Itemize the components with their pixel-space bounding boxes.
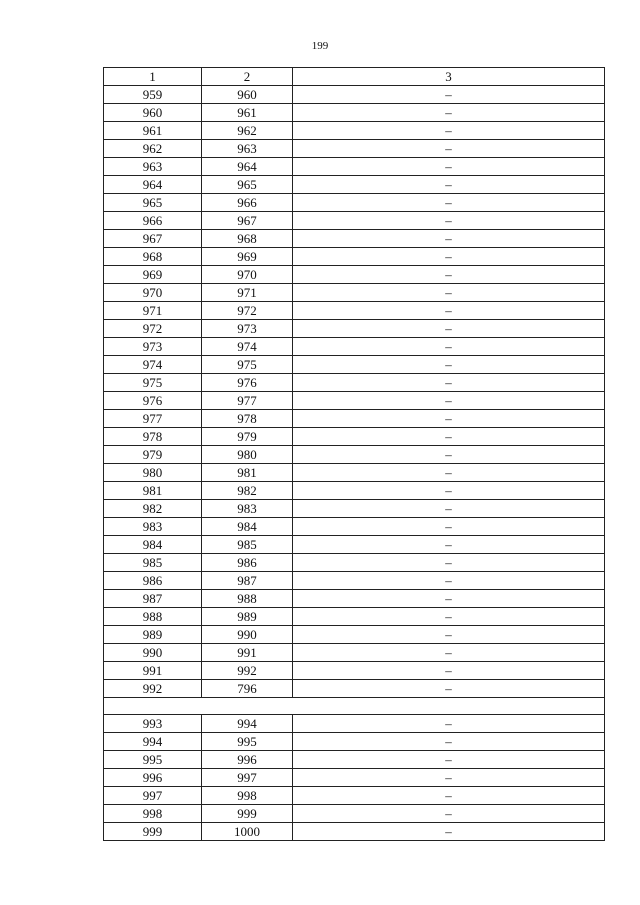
cell-col-3: –: [293, 590, 605, 608]
cell-col-2: 974: [202, 338, 293, 356]
cell-col-3: –: [293, 284, 605, 302]
cell-col-1: 991: [104, 662, 202, 680]
table-row: [104, 626, 605, 644]
cell-col-2: 994: [202, 715, 293, 733]
cell-col-2: 965: [202, 176, 293, 194]
cell-col-2: 975: [202, 356, 293, 374]
cell-col-1: 981: [104, 482, 202, 500]
table-row: [104, 194, 605, 212]
data-table: [103, 67, 605, 841]
cell-col-2: 977: [202, 392, 293, 410]
cell-col-2: 992: [202, 662, 293, 680]
cell-col-3: –: [293, 212, 605, 230]
cell-col-2: 1000: [202, 823, 293, 841]
cell-col-1: 992: [104, 680, 202, 698]
column-header-3: 3: [293, 68, 605, 86]
cell-col-3: –: [293, 733, 605, 751]
table-row: [104, 805, 605, 823]
cell-col-2: 985: [202, 536, 293, 554]
cell-col-3: –: [293, 823, 605, 841]
table-row: [104, 104, 605, 122]
cell-col-1: 984: [104, 536, 202, 554]
cell-col-3: –: [293, 248, 605, 266]
cell-col-3: –: [293, 320, 605, 338]
table-gap-cell: [104, 698, 605, 715]
cell-col-2: 986: [202, 554, 293, 572]
cell-col-1: 985: [104, 554, 202, 572]
cell-col-2: 988: [202, 590, 293, 608]
table-row: [104, 554, 605, 572]
cell-col-2: 962: [202, 122, 293, 140]
cell-col-3: –: [293, 158, 605, 176]
table-gap-row: [104, 698, 605, 715]
table-row: [104, 266, 605, 284]
table-row: [104, 715, 605, 733]
cell-col-2: 971: [202, 284, 293, 302]
cell-col-1: 978: [104, 428, 202, 446]
header-row: [104, 68, 605, 86]
cell-col-3: –: [293, 374, 605, 392]
cell-col-3: –: [293, 482, 605, 500]
cell-col-3: –: [293, 410, 605, 428]
table-row: [104, 176, 605, 194]
table-row: [104, 572, 605, 590]
cell-col-1: 996: [104, 769, 202, 787]
table-row: [104, 608, 605, 626]
cell-col-3: –: [293, 176, 605, 194]
cell-col-3: –: [293, 104, 605, 122]
table-row: [104, 428, 605, 446]
page-number: 199: [311, 40, 329, 52]
cell-col-2: 990: [202, 626, 293, 644]
cell-col-2: 961: [202, 104, 293, 122]
table-row: [104, 464, 605, 482]
cell-col-2: 964: [202, 158, 293, 176]
cell-col-1: 989: [104, 626, 202, 644]
cell-col-3: –: [293, 536, 605, 554]
cell-col-2: 981: [202, 464, 293, 482]
cell-col-1: 964: [104, 176, 202, 194]
cell-col-1: 979: [104, 446, 202, 464]
cell-col-2: 982: [202, 482, 293, 500]
cell-col-1: 972: [104, 320, 202, 338]
cell-col-1: 963: [104, 158, 202, 176]
table-row: [104, 769, 605, 787]
table-gap: [104, 698, 605, 715]
table-row: [104, 320, 605, 338]
cell-col-1: 962: [104, 140, 202, 158]
cell-col-3: –: [293, 194, 605, 212]
table-row: [104, 248, 605, 266]
cell-col-3: –: [293, 680, 605, 698]
table-row: [104, 500, 605, 518]
cell-col-1: 982: [104, 500, 202, 518]
table-row: [104, 446, 605, 464]
cell-col-1: 975: [104, 374, 202, 392]
table-row: [104, 410, 605, 428]
cell-col-3: –: [293, 805, 605, 823]
cell-col-3: –: [293, 392, 605, 410]
cell-col-2: 983: [202, 500, 293, 518]
table-row: [104, 338, 605, 356]
cell-col-1: 988: [104, 608, 202, 626]
cell-col-1: 980: [104, 464, 202, 482]
table-body-group-1: [104, 86, 605, 698]
table-row: [104, 751, 605, 769]
cell-col-3: –: [293, 662, 605, 680]
cell-col-3: –: [293, 769, 605, 787]
cell-col-2: 969: [202, 248, 293, 266]
table-row: [104, 122, 605, 140]
table-row: [104, 158, 605, 176]
cell-col-3: –: [293, 715, 605, 733]
cell-col-2: 978: [202, 410, 293, 428]
table-row: [104, 823, 605, 841]
cell-col-1: 970: [104, 284, 202, 302]
cell-col-1: 973: [104, 338, 202, 356]
cell-col-1: 966: [104, 212, 202, 230]
cell-col-2: 966: [202, 194, 293, 212]
cell-col-3: –: [293, 428, 605, 446]
cell-col-2: 973: [202, 320, 293, 338]
cell-col-2: 989: [202, 608, 293, 626]
cell-col-3: –: [293, 751, 605, 769]
cell-col-3: –: [293, 446, 605, 464]
table-row: [104, 518, 605, 536]
table-row: [104, 392, 605, 410]
cell-col-2: 998: [202, 787, 293, 805]
cell-col-2: 963: [202, 140, 293, 158]
column-header-2: 2: [202, 68, 293, 86]
cell-col-2: 987: [202, 572, 293, 590]
table-header: [104, 68, 605, 86]
table-row: [104, 140, 605, 158]
cell-col-3: –: [293, 140, 605, 158]
cell-col-2: 991: [202, 644, 293, 662]
cell-col-1: 983: [104, 518, 202, 536]
table-row: [104, 536, 605, 554]
cell-col-1: 987: [104, 590, 202, 608]
cell-col-1: 974: [104, 356, 202, 374]
cell-col-1: 967: [104, 230, 202, 248]
cell-col-1: 960: [104, 104, 202, 122]
table-row: [104, 590, 605, 608]
table-row: [104, 230, 605, 248]
cell-col-2: 960: [202, 86, 293, 104]
cell-col-3: –: [293, 230, 605, 248]
table-row: [104, 302, 605, 320]
table-row: [104, 212, 605, 230]
cell-col-2: 997: [202, 769, 293, 787]
cell-col-1: 998: [104, 805, 202, 823]
cell-col-2: 968: [202, 230, 293, 248]
cell-col-3: –: [293, 644, 605, 662]
table-row: [104, 680, 605, 698]
table-row: [104, 482, 605, 500]
cell-col-3: –: [293, 518, 605, 536]
cell-col-1: 986: [104, 572, 202, 590]
cell-col-2: 796: [202, 680, 293, 698]
cell-col-3: –: [293, 464, 605, 482]
cell-col-2: 967: [202, 212, 293, 230]
cell-col-1: 959: [104, 86, 202, 104]
cell-col-1: 997: [104, 787, 202, 805]
cell-col-3: –: [293, 338, 605, 356]
cell-col-2: 980: [202, 446, 293, 464]
cell-col-1: 995: [104, 751, 202, 769]
cell-col-2: 995: [202, 733, 293, 751]
table-row: [104, 356, 605, 374]
table-row: [104, 733, 605, 751]
cell-col-2: 976: [202, 374, 293, 392]
table-row: [104, 86, 605, 104]
cell-col-1: 993: [104, 715, 202, 733]
table-row: [104, 644, 605, 662]
cell-col-1: 961: [104, 122, 202, 140]
cell-col-3: –: [293, 554, 605, 572]
cell-col-1: 994: [104, 733, 202, 751]
cell-col-1: 976: [104, 392, 202, 410]
cell-col-1: 977: [104, 410, 202, 428]
cell-col-1: 965: [104, 194, 202, 212]
table-row: [104, 374, 605, 392]
table-body-group-2: [104, 715, 605, 841]
cell-col-3: –: [293, 787, 605, 805]
cell-col-1: 999: [104, 823, 202, 841]
cell-col-1: 968: [104, 248, 202, 266]
cell-col-3: –: [293, 626, 605, 644]
cell-col-3: –: [293, 122, 605, 140]
table-row: [104, 787, 605, 805]
cell-col-3: –: [293, 86, 605, 104]
cell-col-2: 996: [202, 751, 293, 769]
cell-col-1: 971: [104, 302, 202, 320]
cell-col-3: –: [293, 302, 605, 320]
cell-col-3: –: [293, 356, 605, 374]
cell-col-3: –: [293, 572, 605, 590]
cell-col-2: 999: [202, 805, 293, 823]
cell-col-2: 984: [202, 518, 293, 536]
cell-col-1: 990: [104, 644, 202, 662]
cell-col-2: 979: [202, 428, 293, 446]
cell-col-2: 972: [202, 302, 293, 320]
column-header-1: 1: [104, 68, 202, 86]
cell-col-3: –: [293, 500, 605, 518]
table-row: [104, 662, 605, 680]
table-row: [104, 284, 605, 302]
cell-col-3: –: [293, 266, 605, 284]
cell-col-1: 969: [104, 266, 202, 284]
cell-col-3: –: [293, 608, 605, 626]
cell-col-2: 970: [202, 266, 293, 284]
